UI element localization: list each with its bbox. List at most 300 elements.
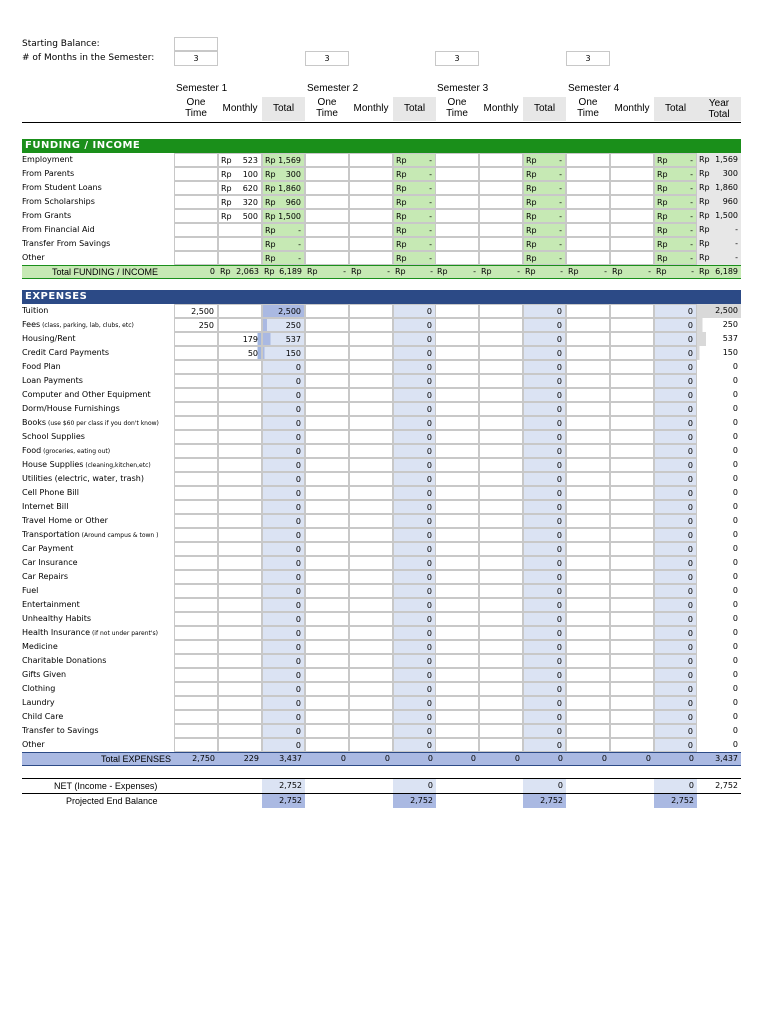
expense-one-time-input[interactable] <box>174 682 218 696</box>
expense-monthly-input[interactable] <box>479 374 523 388</box>
expense-one-time-input[interactable] <box>566 332 610 346</box>
expense-one-time-input[interactable] <box>566 514 610 528</box>
expense-one-time-input[interactable] <box>174 514 218 528</box>
expense-monthly-input[interactable] <box>218 472 262 486</box>
expense-monthly-input[interactable] <box>218 528 262 542</box>
funding-one-time-input[interactable] <box>566 251 610 265</box>
expense-monthly-input[interactable] <box>218 738 262 752</box>
expense-monthly-input[interactable] <box>218 710 262 724</box>
expense-one-time-input[interactable] <box>435 612 479 626</box>
expense-one-time-input[interactable] <box>435 346 479 360</box>
expense-monthly-input[interactable] <box>610 346 654 360</box>
expense-one-time-input[interactable] <box>305 304 349 318</box>
expense-one-time-input[interactable] <box>566 682 610 696</box>
expense-monthly-input[interactable] <box>349 374 393 388</box>
funding-one-time-input[interactable] <box>435 209 479 223</box>
expense-one-time-input[interactable] <box>305 724 349 738</box>
funding-one-time-input[interactable] <box>566 167 610 181</box>
expense-monthly-input[interactable] <box>349 598 393 612</box>
expense-monthly-input[interactable] <box>349 640 393 654</box>
expense-monthly-input[interactable] <box>479 640 523 654</box>
expense-one-time-input[interactable] <box>174 458 218 472</box>
expense-monthly-input[interactable] <box>218 612 262 626</box>
expense-one-time-input[interactable] <box>305 486 349 500</box>
expense-monthly-input[interactable] <box>479 542 523 556</box>
expense-monthly-input[interactable] <box>218 584 262 598</box>
expense-monthly-input[interactable] <box>610 486 654 500</box>
expense-monthly-input[interactable] <box>349 472 393 486</box>
expense-monthly-input[interactable] <box>349 402 393 416</box>
expense-monthly-input[interactable] <box>610 570 654 584</box>
expense-one-time-input[interactable] <box>174 640 218 654</box>
funding-monthly-input[interactable] <box>349 153 393 167</box>
expense-monthly-input[interactable] <box>610 444 654 458</box>
expense-one-time-input[interactable] <box>435 458 479 472</box>
expense-one-time-input[interactable] <box>566 500 610 514</box>
funding-monthly-input[interactable] <box>349 237 393 251</box>
expense-monthly-input[interactable] <box>479 472 523 486</box>
expense-monthly-input[interactable] <box>479 318 523 332</box>
expense-monthly-input[interactable] <box>218 654 262 668</box>
expense-monthly-input[interactable] <box>479 626 523 640</box>
expense-one-time-input[interactable] <box>174 556 218 570</box>
funding-one-time-input[interactable] <box>305 209 349 223</box>
expense-one-time-input[interactable] <box>305 542 349 556</box>
expense-one-time-input[interactable] <box>305 374 349 388</box>
expense-monthly-input[interactable] <box>349 430 393 444</box>
expense-monthly-input[interactable] <box>218 486 262 500</box>
funding-one-time-input[interactable] <box>174 181 218 195</box>
expense-one-time-input[interactable] <box>435 556 479 570</box>
expense-one-time-input[interactable] <box>305 402 349 416</box>
expense-monthly-input[interactable] <box>610 360 654 374</box>
starting-balance-input[interactable] <box>174 37 218 51</box>
expense-monthly-input[interactable] <box>479 514 523 528</box>
expense-monthly-input[interactable] <box>218 640 262 654</box>
expense-one-time-input[interactable] <box>566 710 610 724</box>
expense-one-time-input[interactable] <box>174 668 218 682</box>
expense-one-time-input[interactable] <box>174 612 218 626</box>
funding-monthly-input[interactable] <box>610 251 654 265</box>
funding-one-time-input[interactable] <box>174 195 218 209</box>
expense-monthly-input[interactable] <box>610 556 654 570</box>
expense-one-time-input[interactable] <box>435 640 479 654</box>
expense-one-time-input[interactable] <box>566 738 610 752</box>
expense-monthly-input[interactable] <box>349 304 393 318</box>
expense-monthly-input[interactable] <box>610 598 654 612</box>
expense-monthly-input[interactable] <box>610 514 654 528</box>
funding-one-time-input[interactable] <box>566 181 610 195</box>
expense-monthly-input[interactable] <box>479 668 523 682</box>
expense-one-time-input[interactable]: 2,500 <box>174 304 218 318</box>
expense-monthly-input[interactable] <box>349 444 393 458</box>
funding-monthly-input[interactable] <box>349 209 393 223</box>
expense-monthly-input[interactable] <box>218 416 262 430</box>
funding-monthly-input[interactable] <box>349 167 393 181</box>
expense-one-time-input[interactable] <box>174 374 218 388</box>
funding-one-time-input[interactable] <box>435 223 479 237</box>
expense-one-time-input[interactable] <box>174 724 218 738</box>
expense-monthly-input[interactable] <box>610 710 654 724</box>
expense-one-time-input[interactable] <box>305 738 349 752</box>
expense-monthly-input[interactable] <box>218 444 262 458</box>
expense-monthly-input[interactable] <box>349 486 393 500</box>
funding-one-time-input[interactable] <box>566 153 610 167</box>
expense-one-time-input[interactable] <box>435 682 479 696</box>
expense-monthly-input[interactable] <box>610 738 654 752</box>
expense-monthly-input[interactable] <box>218 668 262 682</box>
expense-monthly-input[interactable] <box>349 654 393 668</box>
expense-one-time-input[interactable] <box>305 696 349 710</box>
funding-monthly-input[interactable] <box>479 251 523 265</box>
expense-one-time-input[interactable] <box>566 458 610 472</box>
funding-monthly-input[interactable] <box>218 153 262 167</box>
expense-one-time-input[interactable] <box>174 346 218 360</box>
expense-one-time-input[interactable] <box>435 304 479 318</box>
expense-one-time-input[interactable] <box>435 416 479 430</box>
expense-monthly-input[interactable] <box>610 430 654 444</box>
funding-one-time-input[interactable] <box>174 237 218 251</box>
expense-monthly-input[interactable] <box>610 374 654 388</box>
funding-monthly-input[interactable] <box>479 167 523 181</box>
months-input-s1[interactable]: 3 <box>174 51 218 66</box>
expense-one-time-input[interactable] <box>435 332 479 346</box>
expense-one-time-input[interactable] <box>566 416 610 430</box>
funding-one-time-input[interactable] <box>305 167 349 181</box>
funding-monthly-input[interactable] <box>610 209 654 223</box>
expense-monthly-input[interactable] <box>218 304 262 318</box>
expense-monthly-input[interactable] <box>349 724 393 738</box>
expense-one-time-input[interactable] <box>566 304 610 318</box>
expense-one-time-input[interactable] <box>305 556 349 570</box>
funding-monthly-input[interactable] <box>218 237 262 251</box>
funding-one-time-input[interactable] <box>305 223 349 237</box>
expense-one-time-input[interactable] <box>566 654 610 668</box>
expense-monthly-input[interactable] <box>479 570 523 584</box>
funding-monthly-input[interactable] <box>218 223 262 237</box>
expense-one-time-input[interactable] <box>174 696 218 710</box>
expense-one-time-input[interactable] <box>435 514 479 528</box>
expense-one-time-input[interactable] <box>305 514 349 528</box>
expense-monthly-input[interactable] <box>218 374 262 388</box>
funding-monthly-input[interactable] <box>218 181 262 195</box>
expense-one-time-input[interactable] <box>305 346 349 360</box>
expense-monthly-input[interactable] <box>610 472 654 486</box>
expense-one-time-input[interactable] <box>435 388 479 402</box>
expense-monthly-input[interactable] <box>479 584 523 598</box>
expense-one-time-input[interactable] <box>174 332 218 346</box>
expense-monthly-input[interactable] <box>610 724 654 738</box>
funding-monthly-input[interactable] <box>479 209 523 223</box>
expense-one-time-input[interactable] <box>566 430 610 444</box>
funding-monthly-input[interactable] <box>610 167 654 181</box>
expense-monthly-input[interactable] <box>349 612 393 626</box>
expense-one-time-input[interactable] <box>174 710 218 724</box>
expense-monthly-input[interactable] <box>218 514 262 528</box>
expense-monthly-input[interactable] <box>479 430 523 444</box>
expense-one-time-input[interactable] <box>435 598 479 612</box>
expense-one-time-input[interactable] <box>305 472 349 486</box>
funding-one-time-input[interactable] <box>305 181 349 195</box>
expense-monthly-input[interactable] <box>479 724 523 738</box>
expense-monthly-input[interactable] <box>479 416 523 430</box>
funding-one-time-input[interactable] <box>435 237 479 251</box>
expense-one-time-input[interactable] <box>305 500 349 514</box>
expense-monthly-input[interactable] <box>349 528 393 542</box>
expense-monthly-input[interactable] <box>610 388 654 402</box>
expense-monthly-input[interactable] <box>479 682 523 696</box>
expense-one-time-input[interactable] <box>174 416 218 430</box>
expense-monthly-input[interactable] <box>610 612 654 626</box>
funding-monthly-input[interactable] <box>218 209 262 223</box>
expense-one-time-input[interactable] <box>305 640 349 654</box>
funding-one-time-input[interactable] <box>435 167 479 181</box>
expense-monthly-input[interactable] <box>479 458 523 472</box>
expense-one-time-input[interactable] <box>435 654 479 668</box>
expense-monthly-input[interactable] <box>218 430 262 444</box>
expense-monthly-input[interactable] <box>610 542 654 556</box>
expense-one-time-input[interactable] <box>566 640 610 654</box>
expense-one-time-input[interactable] <box>174 584 218 598</box>
expense-one-time-input[interactable] <box>305 528 349 542</box>
expense-one-time-input[interactable] <box>566 486 610 500</box>
expense-one-time-input[interactable] <box>305 416 349 430</box>
expense-monthly-input[interactable] <box>349 388 393 402</box>
expense-monthly-input[interactable] <box>218 318 262 332</box>
funding-monthly-input[interactable] <box>349 181 393 195</box>
funding-monthly-input[interactable] <box>218 251 262 265</box>
funding-one-time-input[interactable] <box>174 223 218 237</box>
expense-monthly-input[interactable] <box>349 542 393 556</box>
expense-monthly-input[interactable] <box>610 500 654 514</box>
funding-monthly-input[interactable] <box>610 237 654 251</box>
expense-monthly-input[interactable] <box>349 318 393 332</box>
expense-one-time-input[interactable] <box>174 472 218 486</box>
expense-monthly-input[interactable] <box>610 682 654 696</box>
expense-one-time-input[interactable] <box>435 570 479 584</box>
expense-one-time-input[interactable] <box>435 584 479 598</box>
expense-monthly-input[interactable]: 179 <box>218 332 262 346</box>
expense-one-time-input[interactable] <box>305 668 349 682</box>
expense-one-time-input[interactable] <box>435 668 479 682</box>
expense-monthly-input[interactable] <box>610 696 654 710</box>
expense-one-time-input[interactable] <box>174 626 218 640</box>
expense-one-time-input[interactable] <box>566 626 610 640</box>
expense-monthly-input[interactable] <box>479 598 523 612</box>
expense-monthly-input[interactable] <box>610 640 654 654</box>
funding-monthly-input[interactable] <box>218 167 262 181</box>
expense-one-time-input[interactable] <box>174 570 218 584</box>
funding-one-time-input[interactable] <box>435 181 479 195</box>
expense-monthly-input[interactable] <box>479 388 523 402</box>
expense-one-time-input[interactable] <box>435 542 479 556</box>
expense-one-time-input[interactable] <box>435 528 479 542</box>
expense-monthly-input[interactable] <box>349 346 393 360</box>
funding-monthly-input[interactable] <box>349 251 393 265</box>
expense-monthly-input[interactable] <box>610 458 654 472</box>
expense-one-time-input[interactable] <box>435 738 479 752</box>
funding-monthly-input[interactable] <box>349 223 393 237</box>
expense-one-time-input[interactable] <box>566 360 610 374</box>
expense-one-time-input[interactable] <box>174 654 218 668</box>
expense-monthly-input[interactable] <box>218 724 262 738</box>
expense-one-time-input[interactable] <box>174 402 218 416</box>
expense-one-time-input[interactable] <box>305 332 349 346</box>
expense-monthly-input[interactable] <box>479 556 523 570</box>
funding-monthly-input[interactable] <box>349 195 393 209</box>
expense-one-time-input[interactable] <box>435 724 479 738</box>
expense-one-time-input[interactable] <box>305 598 349 612</box>
expense-one-time-input[interactable] <box>566 612 610 626</box>
expense-one-time-input[interactable] <box>174 388 218 402</box>
expense-one-time-input[interactable] <box>435 696 479 710</box>
expense-monthly-input[interactable] <box>349 570 393 584</box>
expense-one-time-input[interactable]: 250 <box>174 318 218 332</box>
expense-monthly-input[interactable] <box>349 556 393 570</box>
expense-monthly-input[interactable] <box>610 304 654 318</box>
expense-one-time-input[interactable] <box>305 360 349 374</box>
expense-monthly-input[interactable] <box>349 584 393 598</box>
expense-one-time-input[interactable] <box>305 654 349 668</box>
expense-monthly-input[interactable] <box>349 626 393 640</box>
expense-monthly-input[interactable] <box>349 514 393 528</box>
expense-monthly-input[interactable] <box>218 402 262 416</box>
expense-one-time-input[interactable] <box>566 402 610 416</box>
expense-one-time-input[interactable] <box>305 612 349 626</box>
expense-monthly-input[interactable] <box>349 696 393 710</box>
funding-monthly-input[interactable] <box>479 181 523 195</box>
expense-monthly-input[interactable] <box>349 360 393 374</box>
expense-one-time-input[interactable] <box>174 500 218 514</box>
expense-one-time-input[interactable] <box>305 388 349 402</box>
funding-one-time-input[interactable] <box>305 195 349 209</box>
expense-one-time-input[interactable] <box>435 626 479 640</box>
expense-monthly-input[interactable] <box>479 500 523 514</box>
expense-monthly-input[interactable] <box>349 738 393 752</box>
funding-one-time-input[interactable] <box>566 209 610 223</box>
months-input-s4[interactable]: 3 <box>566 51 610 66</box>
expense-monthly-input[interactable] <box>610 626 654 640</box>
expense-monthly-input[interactable] <box>349 416 393 430</box>
expense-one-time-input[interactable] <box>435 430 479 444</box>
months-input-s3[interactable]: 3 <box>435 51 479 66</box>
expense-monthly-input[interactable] <box>218 682 262 696</box>
expense-one-time-input[interactable] <box>435 444 479 458</box>
funding-one-time-input[interactable] <box>174 167 218 181</box>
funding-monthly-input[interactable] <box>479 153 523 167</box>
expense-one-time-input[interactable] <box>566 584 610 598</box>
expense-monthly-input[interactable] <box>218 388 262 402</box>
expense-one-time-input[interactable] <box>305 682 349 696</box>
expense-monthly-input[interactable] <box>479 402 523 416</box>
funding-monthly-input[interactable] <box>610 181 654 195</box>
expense-monthly-input[interactable] <box>479 304 523 318</box>
funding-one-time-input[interactable] <box>566 237 610 251</box>
expense-one-time-input[interactable] <box>435 360 479 374</box>
expense-one-time-input[interactable] <box>305 458 349 472</box>
expense-one-time-input[interactable] <box>305 318 349 332</box>
expense-one-time-input[interactable] <box>566 528 610 542</box>
expense-one-time-input[interactable] <box>566 668 610 682</box>
funding-one-time-input[interactable] <box>435 153 479 167</box>
funding-monthly-input[interactable] <box>479 223 523 237</box>
funding-one-time-input[interactable] <box>174 251 218 265</box>
expense-one-time-input[interactable] <box>305 570 349 584</box>
expense-monthly-input[interactable] <box>610 332 654 346</box>
funding-one-time-input[interactable] <box>305 153 349 167</box>
expense-one-time-input[interactable] <box>566 598 610 612</box>
expense-one-time-input[interactable] <box>566 542 610 556</box>
expense-monthly-input[interactable] <box>218 556 262 570</box>
expense-monthly-input[interactable] <box>479 486 523 500</box>
expense-monthly-input[interactable] <box>610 584 654 598</box>
expense-one-time-input[interactable] <box>435 472 479 486</box>
expense-monthly-input[interactable] <box>479 612 523 626</box>
expense-one-time-input[interactable] <box>435 402 479 416</box>
funding-monthly-input[interactable] <box>610 195 654 209</box>
expense-monthly-input[interactable] <box>218 360 262 374</box>
expense-one-time-input[interactable] <box>174 598 218 612</box>
expense-monthly-input[interactable] <box>610 416 654 430</box>
expense-one-time-input[interactable] <box>566 388 610 402</box>
expense-one-time-input[interactable] <box>305 444 349 458</box>
months-input-s2[interactable]: 3 <box>305 51 349 66</box>
expense-one-time-input[interactable] <box>566 724 610 738</box>
expense-monthly-input[interactable] <box>479 696 523 710</box>
funding-one-time-input[interactable] <box>566 195 610 209</box>
expense-one-time-input[interactable] <box>174 360 218 374</box>
funding-monthly-input[interactable] <box>610 153 654 167</box>
expense-monthly-input[interactable]: 50 <box>218 346 262 360</box>
expense-monthly-input[interactable] <box>349 332 393 346</box>
expense-one-time-input[interactable] <box>435 486 479 500</box>
expense-one-time-input[interactable] <box>174 430 218 444</box>
expense-monthly-input[interactable] <box>349 710 393 724</box>
expense-one-time-input[interactable] <box>566 556 610 570</box>
expense-one-time-input[interactable] <box>305 430 349 444</box>
expense-monthly-input[interactable] <box>349 500 393 514</box>
expense-one-time-input[interactable] <box>566 696 610 710</box>
expense-monthly-input[interactable] <box>218 570 262 584</box>
expense-monthly-input[interactable] <box>479 710 523 724</box>
expense-one-time-input[interactable] <box>174 542 218 556</box>
expense-monthly-input[interactable] <box>218 598 262 612</box>
expense-monthly-input[interactable] <box>610 528 654 542</box>
expense-one-time-input[interactable] <box>566 570 610 584</box>
funding-one-time-input[interactable] <box>435 251 479 265</box>
expense-one-time-input[interactable] <box>174 486 218 500</box>
expense-one-time-input[interactable] <box>174 528 218 542</box>
funding-monthly-input[interactable] <box>479 195 523 209</box>
funding-one-time-input[interactable] <box>305 237 349 251</box>
expense-one-time-input[interactable] <box>174 444 218 458</box>
expense-monthly-input[interactable] <box>610 654 654 668</box>
expense-one-time-input[interactable] <box>566 318 610 332</box>
expense-one-time-input[interactable] <box>566 444 610 458</box>
expense-one-time-input[interactable] <box>305 584 349 598</box>
expense-monthly-input[interactable] <box>479 346 523 360</box>
funding-one-time-input[interactable] <box>174 209 218 223</box>
expense-monthly-input[interactable] <box>218 500 262 514</box>
funding-one-time-input[interactable] <box>566 223 610 237</box>
expense-monthly-input[interactable] <box>218 542 262 556</box>
expense-monthly-input[interactable] <box>479 332 523 346</box>
funding-one-time-input[interactable] <box>435 195 479 209</box>
expense-one-time-input[interactable] <box>435 318 479 332</box>
expense-one-time-input[interactable] <box>566 472 610 486</box>
expense-one-time-input[interactable] <box>435 374 479 388</box>
expense-monthly-input[interactable] <box>218 626 262 640</box>
